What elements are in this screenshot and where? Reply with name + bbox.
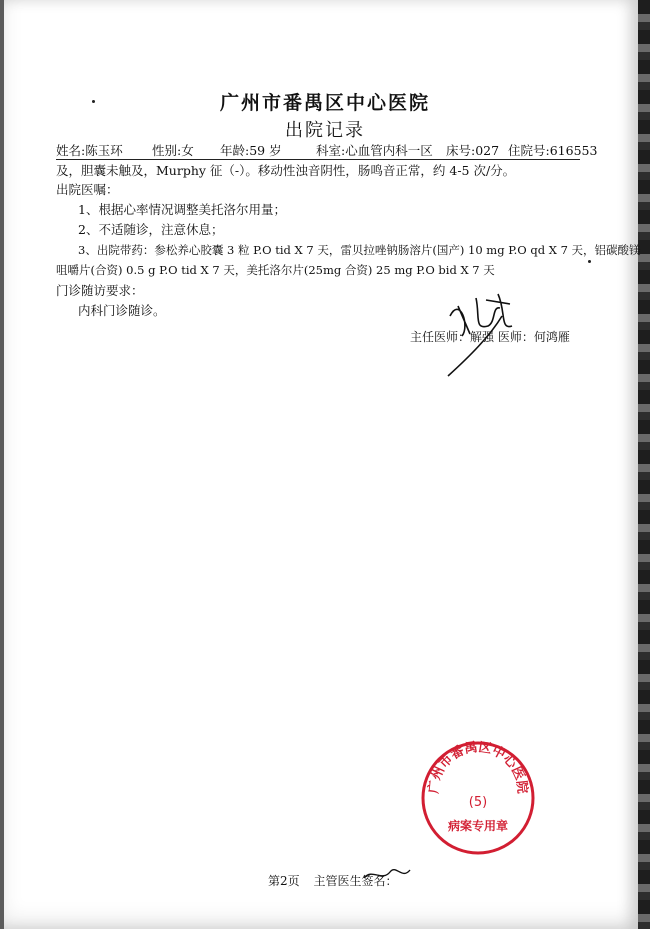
exam-findings-line: 及，胆囊未触及，Murphy 征（-）。移动性浊音阴性，肠鸣音正常，约 4-5 次/分。 [56, 163, 516, 178]
handwritten-signature [440, 286, 540, 386]
stamp-number: (5) [468, 795, 488, 810]
patient-age: 年龄:59 岁 [220, 143, 282, 158]
footer-signature-scribble [362, 858, 412, 888]
followup-text: 内科门诊随诊。 [78, 303, 166, 318]
stamp-bottom-text: 病案专用章 [447, 819, 509, 833]
order-item-1: 1、根据心率情况调整美托洛尔用量； [78, 202, 286, 217]
record-title: 出院记录 [285, 120, 365, 141]
order-item-3-line1: 3、出院带药：参松养心胶囊 3 粒 P.O tid X 7 天，雷贝拉唑钠肠溶片(国产) 10 mg P.O qd X 7 天，铝碳酸镁 [78, 243, 641, 257]
followup-heading: 门诊随访要求： [56, 283, 144, 298]
svg-text:广州市番禺区中心医院 [426, 739, 531, 794]
attending-signature-label: 主管医生签名： [313, 874, 398, 888]
patient-sex: 性别:女 [152, 143, 194, 158]
physician-signature-line: 主任医师：解强 医师：何鸿雁 [410, 330, 570, 344]
patient-info-row [56, 141, 598, 160]
order-item-2: 2、不适随诊，注意休息； [78, 222, 224, 237]
hospital-name: 广州市番禺区中心医院 [219, 92, 430, 114]
orders-heading: 出院医嘱： [56, 182, 119, 197]
patient-bed: 床号:027 [446, 143, 500, 158]
patient-admission-no: 住院号:616553 [508, 143, 598, 158]
patient-name: 姓名:陈玉环 [56, 143, 123, 158]
order-item-3-line2: 咀嚼片(合资) 0.5 g P.O tid X 7 天，美托洛尔片(25mg 合资) 25 mg P.O bid X 7 天 [56, 263, 495, 277]
medical-records-stamp [418, 738, 538, 858]
ink-spot [588, 260, 591, 263]
page-number: 第2页 [268, 874, 300, 888]
stamp-top-text: 广州市番禺区中心医院 [426, 740, 530, 795]
patient-department: 科室:心血管内科一区 [316, 143, 433, 158]
